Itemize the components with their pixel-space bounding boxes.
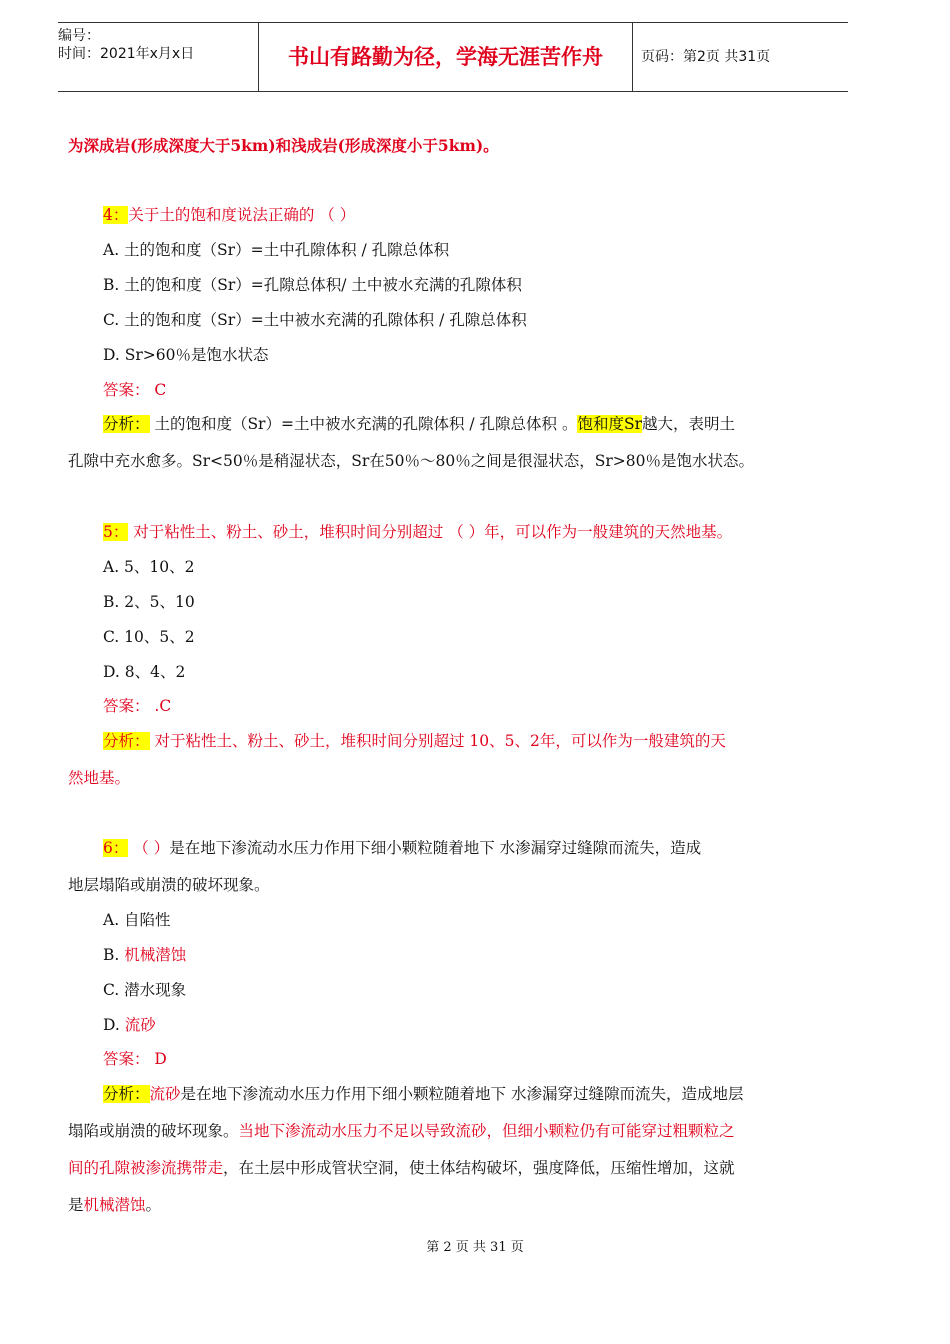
option-b-text: 机械潜蚀	[124, 946, 187, 964]
analysis-3-red: 间的孔隙被渗流携带走	[68, 1159, 224, 1177]
page-footer: 第 2 页 共 31 页	[426, 1240, 524, 1255]
question-5-option-c: C. 10、5、2	[103, 628, 195, 646]
question-4-number: 4：	[103, 206, 129, 224]
question-6-answer: 答案： D	[103, 1050, 167, 1068]
question-5-stem	[103, 520, 732, 542]
analysis-2-red: 当地下渗流动水压力不足以导致流砂，但细小颗粒仍有可能穿过粗颗粒之	[238, 1122, 735, 1140]
question-4-option-b: B. 土的饱和度（Sr）=孔隙总体积/ 土中被水充满的孔隙体积	[103, 276, 522, 294]
analysis-4-end: 。	[145, 1196, 162, 1214]
question-6-analysis-text: 是在地下渗流动水压力作用下细小颗粒随着地下 水渗漏穿过缝隙而流失，造成地层	[180, 1085, 744, 1103]
question-5-answer: 答案： .C	[103, 697, 172, 715]
question-6-number: 6：	[103, 839, 129, 857]
question-4-analysis-line-1	[103, 412, 735, 434]
document-time: 时间：2021年x月x日	[58, 46, 195, 62]
question-4-analysis-text-2: 越大，表明土	[642, 415, 736, 433]
question-4-analysis-label: 分析：	[103, 415, 150, 433]
analysis-4-red: 机械潜蚀	[83, 1196, 146, 1214]
question-6-option-c: C. 潜水现象	[103, 981, 187, 999]
option-d-text: 流砂	[124, 1016, 156, 1034]
question-6-analysis-line-4	[68, 1193, 161, 1215]
question-6-analysis-label: 分析：	[103, 1085, 150, 1103]
question-5-analysis-line-1	[103, 729, 726, 751]
question-4-answer: 答案： C	[103, 381, 167, 399]
question-5-number: 5：	[103, 523, 129, 541]
page-header	[58, 22, 848, 92]
question-6-option-d	[103, 1013, 156, 1035]
question-5-analysis-label: 分析：	[103, 732, 150, 750]
question-5-analysis-text: 对于粘性土、粉土、砂土，堆积时间分别超过 10、5、2年，可以作为一般建筑的天	[149, 732, 726, 750]
question-4-analysis-line-2: 孔隙中充水愈多。Sr<50％是稍湿状态，Sr在50％～80％之间是很湿状态，Sr>80％是饱水状态。	[68, 452, 754, 470]
question-5-option-b: B. 2、5、10	[103, 593, 195, 611]
option-b-prefix: B.	[103, 946, 125, 964]
document-number: 编号：	[58, 28, 100, 44]
question-6-option-b	[103, 943, 186, 965]
question-6-blank: （ ）	[128, 839, 170, 857]
question-4-stem	[103, 203, 355, 225]
question-6-keyword: 流砂	[149, 1085, 181, 1103]
question-5-text: 对于粘性土、粉土、砂土，堆积时间分别超过 （ ）年，可以作为一般建筑的天然地基。	[128, 523, 733, 541]
question-6-stem-line-1	[103, 836, 701, 858]
question-6-text: 是在地下渗流动水压力作用下细小颗粒随着地下 水渗漏穿过缝隙而流失，造成	[169, 839, 702, 857]
analysis-2-text: 塌陷或崩溃的破坏现象。	[68, 1122, 239, 1140]
intro-text: 为深成岩(形成深度大于5km)和浅成岩(形成深度小于5km)。	[68, 136, 499, 155]
question-6-option-a: A. 自陷性	[103, 911, 171, 929]
question-5-option-a: A. 5、10、2	[103, 558, 195, 576]
question-5-analysis-line-2: 然地基。	[68, 769, 131, 787]
header-motto: 书山有路勤为径，学海无涯苦作舟	[258, 23, 633, 91]
question-6-stem-line-2: 地层塌陷或崩溃的破坏现象。	[68, 876, 270, 894]
question-6-analysis-line-1	[103, 1082, 743, 1104]
question-6-analysis-line-3	[68, 1156, 735, 1178]
question-4-option-c: C. 土的饱和度（Sr）=土中被水充满的孔隙体积 / 孔隙总体积	[103, 311, 527, 329]
analysis-4-text: 是	[68, 1196, 84, 1214]
question-5-option-d: D. 8、4、2	[103, 663, 186, 681]
question-4-text: 关于土的饱和度说法正确的 （ ）	[128, 206, 356, 224]
option-d-prefix: D.	[103, 1016, 125, 1034]
question-4-analysis-text: 土的饱和度（Sr）=土中被水充满的孔隙体积 / 孔隙总体积 。	[149, 415, 578, 433]
header-meta	[58, 23, 258, 95]
question-4-option-a: A. 土的饱和度（Sr）=土中孔隙体积 / 孔隙总体积	[103, 241, 450, 259]
question-6-analysis-line-2	[68, 1119, 735, 1141]
header-page-info: 页码：第2页 共31页	[641, 49, 771, 65]
question-4-option-d: D. Sr>60％是饱水状态	[103, 346, 269, 364]
question-4-highlight: 饱和度Sr	[577, 415, 642, 433]
analysis-3-text: ，在土层中形成管状空洞，使土体结构破坏，强度降低，压缩性增加，这就	[223, 1159, 735, 1177]
